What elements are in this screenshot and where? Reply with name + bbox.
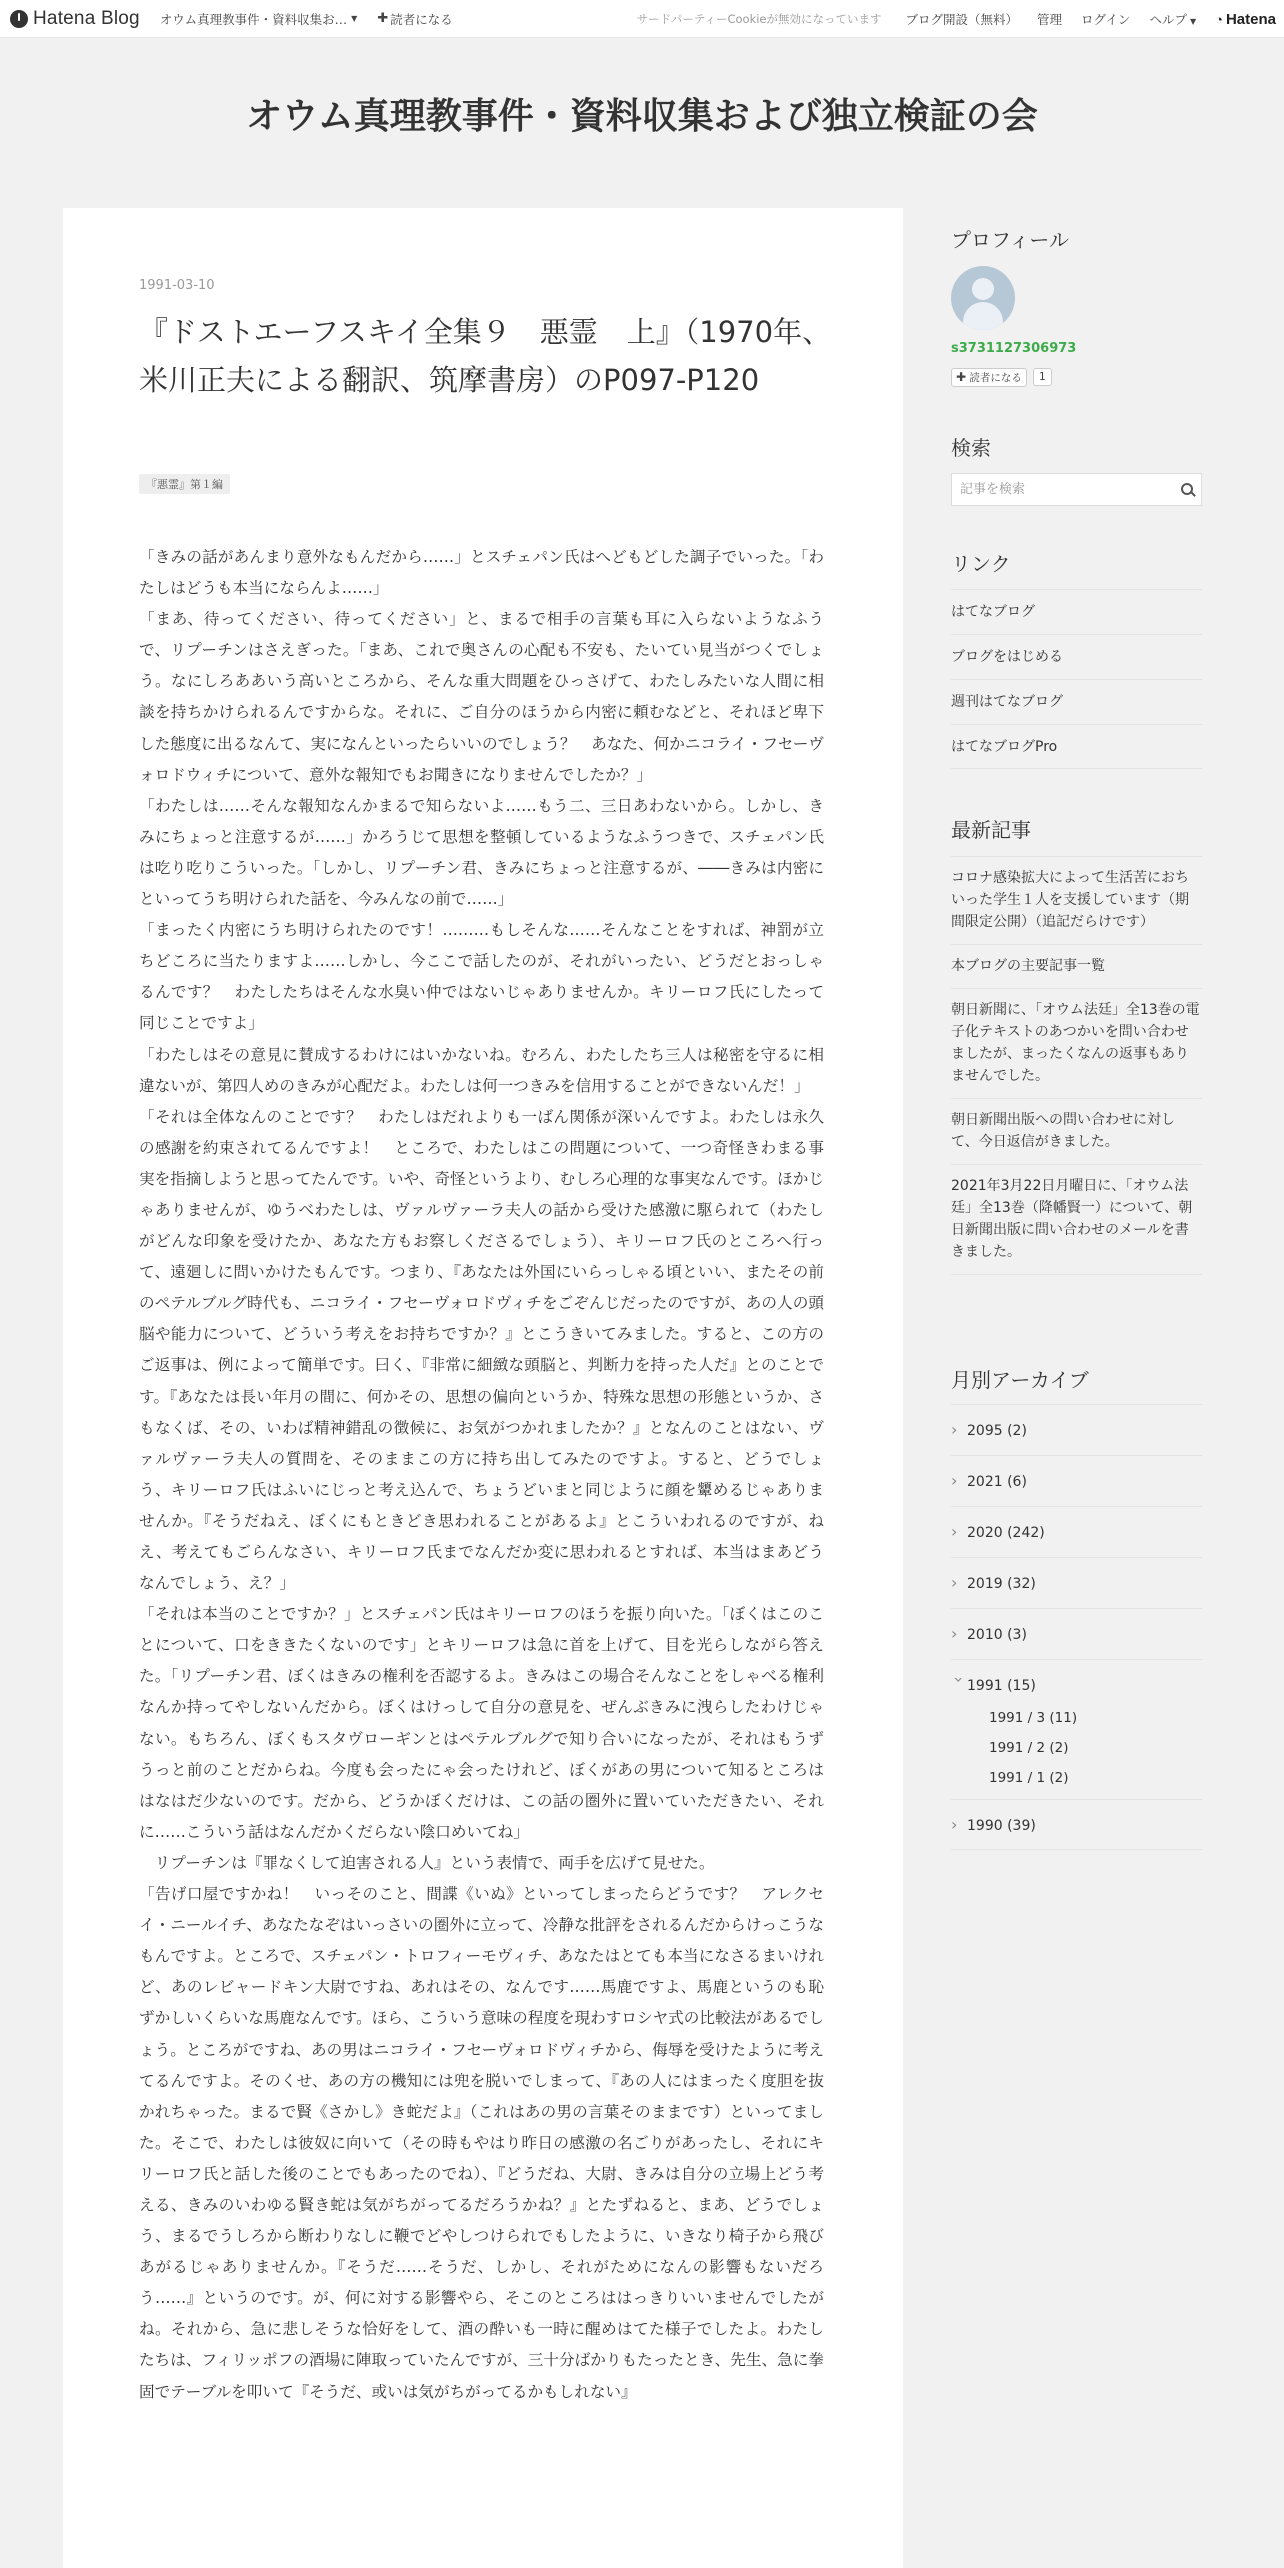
chevron-right-icon[interactable] [951, 1522, 967, 1541]
hatena-blog-logo-icon [10, 10, 28, 28]
cookie-notice[interactable]: サードパーティーCookieが無効になっています [636, 12, 882, 26]
profile-username[interactable]: s3731127306973 [951, 341, 1077, 356]
chevron-down-icon[interactable] [950, 1677, 969, 1693]
reader-count[interactable]: 1 [1033, 368, 1052, 386]
archive-heading: 月別アーカイブ [951, 1368, 1089, 1392]
paragraph: リプーチンは『罪なくして迫害される人』という表情で、両手を広げて見せた。 [154, 1853, 715, 1872]
recent-item[interactable]: 本ブログの主要記事一覧 [951, 944, 1202, 988]
chevron-right-icon[interactable] [951, 1624, 967, 1643]
help-label: ヘルプ [1149, 12, 1187, 27]
archive-month[interactable]: 1991 / 2 (2) [989, 1740, 1069, 1756]
chevron-right-icon[interactable] [951, 1471, 967, 1490]
archive-year[interactable] [951, 1404, 1202, 1455]
link-hatena-blog[interactable]: はてなブログ [951, 589, 1202, 634]
archive-year-label[interactable]: 2010 (3) [967, 1627, 1027, 1643]
search-icon[interactable] [1173, 474, 1201, 505]
header-reader-label: 読者になる [390, 11, 453, 27]
paragraph: 「まあ、待ってください、待ってください」と、まるで相手の言葉も耳に入らないようなふうで、リプーチンはさえぎった。「まあ、これで奥さんの心配も不安も、たいてい見当がつくでしょう。なにしろああいう高いところから、そんな重大問題をひっさげて、わたしみたいな人間に相談を持ちかけられるんですからな。それに、ご自分のほうから内密に頼むなどと、それほど卑下した態度に出るなんて、実になんといったらいいのでしょう？ あなた、何かニコライ・フセーヴォロドウィチについて、意外な報知でもお聞きになりませんでしたか？」 [139, 610, 824, 784]
recent-list [951, 856, 1202, 1275]
blog-name-dropdown[interactable] [160, 10, 358, 28]
link-weekly-hatena-blog[interactable]: 週刊はてなブログ [951, 679, 1202, 724]
archive-year-label[interactable]: 1991 (15) [967, 1678, 1036, 1694]
hatena-brand-link[interactable] [1215, 11, 1276, 28]
chevron-right-icon[interactable] [951, 1573, 967, 1592]
blog-title[interactable]: オウム真理教事件・資料収集および独立検証の会 [246, 95, 1038, 137]
recent-item[interactable]: 朝日新聞に、「オウム法廷」全13巻の電子化テキストのあつかいを問い合わせましたが、まったくなんの返事もありませんでした。 [951, 988, 1202, 1098]
sidebar-reader-button[interactable] [951, 368, 1027, 387]
chevron-right-icon[interactable] [951, 1815, 967, 1834]
archive-year-label[interactable]: 1990 (39) [967, 1818, 1036, 1834]
search-input[interactable] [952, 474, 1173, 505]
link-hatena-blog-pro[interactable]: はてなブログPro [951, 724, 1202, 769]
hatena-blog-logo[interactable] [10, 8, 140, 30]
main-article [63, 208, 903, 2568]
recent-item[interactable]: 2021年3月22日月曜日に、「オウム法廷」全13巻（降幡賢一）について、朝日新聞出版に問い合わせのメールを書きました。 [951, 1164, 1202, 1275]
paragraph: 「わたしはその意見に賛成するわけにはいかないね。むろん、わたしたち三人は秘密を守るに相違ないが、第四人めのきみが心配だよ。わたしは何一つきみを信用することができないんだ！」 [139, 1045, 824, 1095]
plus-icon: ✚ [956, 370, 967, 384]
entry-date[interactable]: 1991-03-10 [139, 278, 215, 293]
hatena-logo-icon: ◔ [1215, 11, 1223, 27]
hatena-brand-label: Hatena [1225, 10, 1276, 28]
recent-item[interactable]: 朝日新聞出版への問い合わせに対して、今日返信がきました。 [951, 1098, 1202, 1164]
archive-months [951, 1703, 1202, 1799]
recent-item[interactable]: コロナ感染拡大によって生活苦におちいった学生１人を支援しています（期間限定公開）（追記だらけです） [951, 856, 1202, 944]
archive-year[interactable] [951, 1608, 1202, 1659]
login-link[interactable]: ログイン [1081, 12, 1131, 27]
archive-month[interactable]: 1991 / 1 (2) [989, 1770, 1069, 1786]
archive-year[interactable] [951, 1799, 1202, 1850]
admin-link[interactable]: 管理 [1037, 12, 1063, 27]
paragraph: 「それは本当のことですか？」とスチェパン氏はキリーロフのほうを振り向いた。「ぼくはこのことについて、口をききたくないのです」とキリーロフは急に首を上げて、目を光らしながら答えた。「リプーチン君、ぼくはきみの権利を否認するよ。きみはこの場合そんなことをしゃべる権利なんか持ってやしないんだから。ぼくはけっして自分の意見を、ぜんぶきみに洩らしたわけじゃない。もちろん、ぼくもスタヴローギンとはペテルブルグで知り合いになったが、それはもうずうっと前のことだからね。今度も会ったにゃ会ったけれど、ぼくがあの男について知るところははなはだ少ないのです。だから、どうかぼくだけは、この話の圏外に置いていただきたい、それに……こういう話はなんだかくだらない陰口めいてね」 [139, 1605, 824, 1841]
logo-text: Hatena Blog [33, 7, 140, 29]
plus-icon: ✚ [377, 11, 389, 26]
paragraph: 「それは全体なんのことです？ わたしはだれよりも一ばん関係が深いんですよ。わたしは永久の感謝を約束されてるんですよ！ ところで、わたしはこの問題について、一つ奇怪きわまる事実を指摘しようと思ってたんです。いや、奇怪というより、むしろ心理的な事実なんです。ほかじゃありませんが、ゆうべわたしは、ヴァルヴァーラ夫人の話から受けた感激に駆られて（わたしがどんな印象を受けたか、あなた方もお察しくださるでしょう）、キリーロフ氏のところへ行って、遠廻しに問いかけたもんです。つまり、『あなたは外国にいらっしゃる頃といい、またその前のペテルブルグ時代も、ニコライ・フセーヴォロドヴィチをごぞんじだったのですが、あの人の頭脳や能力について、どういう考えをお持ちですか？』とこうきいてみました。すると、この方のご返事は、例によって簡単です。曰く、『非常に細緻な頭脳と、判断力を持った人だ』とのことです。『あなたは長い年月の間に、何かその、思想の偏向というか、特殊な思想の形態というか、さもなくば、その、いわば精神錯乱の徴候に、お気がつかれましたか？』となんのことはない、ヴァルヴァーラ夫人の質問を、そのままこの方に持ち出してみたのですよ。すると、どうでしょう、キリーロフ氏はふいにじっと考え込んで、ちょうどいまと同じように顔を顰めるじゃありませんか。『そうだねえ、ぼくにもときどき思われることがあるよ』とこういわれるのですが、ねえ、考えてもごらんなさい、キリーロフ氏までなんだか変に思われるとすれば、本当はまあどうなんでしょう、え？」 [139, 1107, 824, 1593]
entry-title[interactable]: 『ドストエーフスキイ全集９ 悪霊 上』（1970年、米川正夫による翻訳、筑摩書房）のP097-P120 [139, 315, 832, 397]
chevron-right-icon[interactable] [951, 1420, 967, 1439]
profile-heading: プロフィール [951, 228, 1069, 252]
open-blog-link[interactable]: ブログ開設（無料） [905, 12, 1019, 27]
paragraph: 「まったく内密にうち明けられたのです！………もしそんな……そんなことをすれば、神罰が立ちどころに当たりますよ……しかし、今ここで話したのが、それがいったい、どうだとおっしゃるんです？ わたしたちはそんな水臭い仲ではないじゃありませんか。キリーロフ氏にしたって同じことですよ」 [139, 921, 824, 1033]
archive-year[interactable] [951, 1455, 1202, 1506]
header-right [637, 0, 1284, 38]
archive-year-label[interactable]: 2020 (242) [967, 1525, 1045, 1541]
avatar-body-shape [963, 302, 1003, 330]
sidebar-reader-label: 読者になる [969, 372, 1022, 384]
links-list [951, 589, 1202, 769]
help-menu[interactable] [1149, 10, 1196, 28]
header-reader-button[interactable] [377, 10, 452, 28]
archive-list [951, 1404, 1202, 1850]
category-tag[interactable]: 『悪霊』第１編 [139, 474, 230, 494]
archive-year[interactable] [951, 1506, 1202, 1557]
paragraph: 「きみの話があんまり意外なもんだから……」とスチェパン氏はへどもどした調子でいった。「わたしはどうも本当にならんよ……」 [139, 548, 824, 598]
caret-down-icon: ▼ [1189, 17, 1197, 26]
link-start-blog[interactable]: ブログをはじめる [951, 634, 1202, 679]
avatar[interactable] [951, 266, 1015, 330]
entry-content [139, 542, 824, 2408]
search-heading: 検索 [951, 436, 991, 460]
caret-down-icon: ▼ [351, 14, 358, 23]
global-header [0, 0, 1284, 38]
paragraph: 「わたしは……そんな報知なんかまるで知らないよ……もう二、三日あわないから。しかし、きみにちょっと注意するが……」かろうじて思想を整頓しているようなふうつきで、スチェパン氏は吃り吃りこういった。「しかし、リプーチン君、きみにちょっと注意するが、――きみは内密にといってうち明けられた話を、今みんなの前で……」 [139, 796, 824, 909]
recent-heading: 最新記事 [951, 818, 1031, 842]
archive-year-label[interactable]: 2095 (2) [967, 1423, 1027, 1439]
archive-year-label[interactable]: 2019 (32) [967, 1576, 1036, 1592]
search-box [951, 473, 1202, 506]
blog-name-label: オウム真理教事件・資料収集お… [159, 11, 348, 27]
archive-year-expanded[interactable] [951, 1659, 1202, 1799]
archive-year[interactable] [951, 1557, 1202, 1608]
archive-month[interactable]: 1991 / 3 (11) [989, 1710, 1078, 1726]
paragraph: 「告げ口屋ですかね！ いっそのこと、間諜《いぬ》といってしまったらどうです？ アレクセイ・ニールイチ、あなたなぞはいっさいの圏外に立って、冷静な批評をされるんだからけっこうなもんですよ。ところで、スチェパン・トロフィーモヴィチ、あなたはとても本当になさるまいけれど、あのレビャードキン大尉ですね、あれはその、なんです……馬鹿ですよ、馬鹿というのも恥ずかしいくらいな馬鹿なんです。ほら、こういう意味の程度を現わすロシヤ式の比較法があるでしょう。ところがですね、あの男はニコライ・フセーヴォロドヴィチから、侮辱を受けたように考えてるんですよ。そのくせ、あの方の機知には兜を脱いでしまって、『あの人にはまったく度胆を抜かれちゃった。まるで賢《さかし》き蛇だよ』（これはあの男の言葉そのままです）といってました。そこで、わたしは彼奴に向いて（その時もやはり昨日の感激の名ごりがあったし、それにキリーロフ氏と話した後のことでもあったのでね）、『どうだね、大尉、きみは自分の立場上どう考える、きみのいわゆる賢き蛇は気がちがってるだろうかね？』とたずねると、まあ、どうでしょう、まるでうしろから断わりなしに鞭でどやしつけられでもしたように、いきなり椅子から飛びあがるじゃありませんか。『そうだ……そうだ、しかし、それがためになんの影響もないだろう……』というのです。が、何に対する影響やら、そこのところははっきりいいませんでしたがね。それから、急に悲しそうな恰好をして、酒の酔いも一時に醒めはてた様子でしたよ。わたしたちは、フィリッポフの酒場に陣取っていたんですが、三十分ばかりもたったとき、先生、急に拳固でテーブルを叩いて『そうだ、或いは気がちがってるかもしれない』 [139, 1885, 824, 2401]
links-heading: リンク [951, 552, 1011, 576]
archive-year-label[interactable]: 2021 (6) [967, 1474, 1027, 1490]
avatar-head-shape [972, 278, 994, 300]
